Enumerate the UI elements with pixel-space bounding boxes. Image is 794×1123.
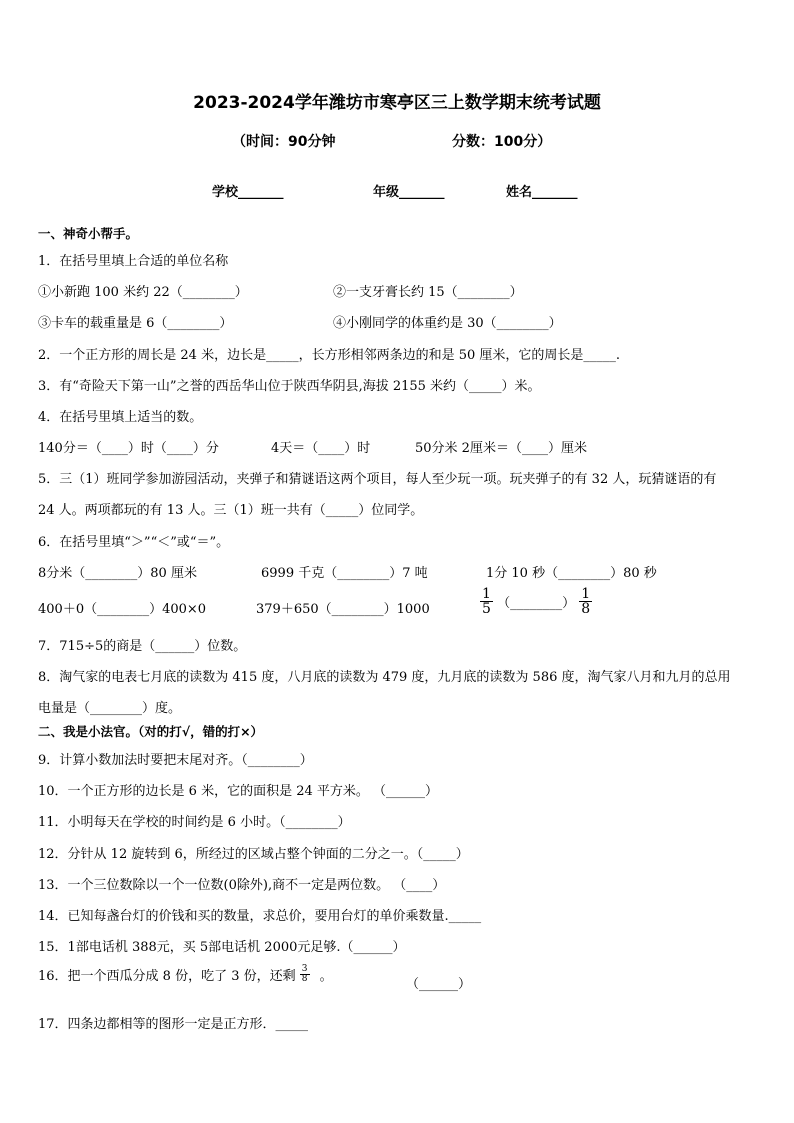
q11[interactable]: 11．小明每天在学校的时间约是 6 小时。（________） — [38, 815, 351, 830]
q6-stem: 6．在括号里填“＞”“＜”或“＝”。 — [38, 535, 230, 550]
fraction-numerator: 1 — [581, 586, 591, 602]
q16-tail: 。 — [319, 969, 333, 984]
q6-c[interactable]: 1分 10 秒（________）80 秒 — [486, 566, 657, 581]
q1-stem: 1．在括号里填上合适的单位名称 — [38, 254, 229, 269]
name-field[interactable]: 姓名_______ — [506, 185, 578, 200]
q2[interactable]: 2．一个正方形的周长是 24 米，边长是_____，长方形相邻两条边的和是 50 厘米，它的周长是_____. — [38, 348, 621, 363]
grade-field[interactable]: 年级_______ — [373, 185, 445, 200]
page-title: 2023-2024学年潍坊市寒亭区三上数学期末统考试题 — [193, 93, 601, 113]
q5-line1: 5．三（1）班同学参加游园活动，夹弹子和猜谜语这两个项目，每人至少玩一项。玩夹弹子的有 32 人，玩猜谜语的有 — [38, 472, 717, 487]
fraction-three-eighths — [300, 965, 310, 984]
fraction-denominator: 8 — [581, 601, 591, 617]
fraction-one-eighth — [579, 587, 592, 616]
fraction-one-fifth — [480, 587, 493, 616]
q6-d[interactable]: 400＋0（________）400×0 — [38, 602, 207, 617]
section1-heading: 一、神奇小帮手。 — [38, 226, 139, 241]
fraction-numerator: 3 — [301, 964, 308, 974]
q4-a[interactable]: 140分＝（____）时（____）分 — [38, 441, 219, 456]
fraction-denominator: 8 — [301, 974, 308, 984]
fraction-numerator: 1 — [482, 586, 491, 602]
q6-f-blank[interactable]: （________） — [497, 596, 576, 611]
q1-c[interactable]: ③卡车的载重量是 6（________） — [38, 316, 233, 331]
q4-c[interactable]: 50分米 2厘米＝（____）厘米 — [415, 441, 587, 456]
fraction-denominator: 5 — [482, 601, 491, 617]
q1-b[interactable]: ②一支牙膏长约 15（________） — [333, 285, 523, 300]
q16-blank[interactable]: （______） — [406, 977, 472, 992]
q16-text: 16．把一个西瓜分成 8 份，吃了 3 份，还剩 — [38, 969, 296, 984]
q1-a[interactable]: ①小新跑 100 米约 22（________） — [38, 285, 248, 300]
q6-f[interactable] — [480, 587, 592, 616]
q15[interactable]: 15．1部电话机 388元，买 5部电话机 2000元足够.（______） — [38, 940, 406, 955]
q17[interactable]: 17．四条边都相等的图形一定是正方形．_____ — [38, 1017, 309, 1032]
q12[interactable]: 12．分针从 12 旋转到 6，所经过的区域占整个钟面的二分之一。（_____） — [38, 847, 469, 862]
q3[interactable]: 3．有“奇险天下第一山”之誉的西岳华山位于陕西华阴县,海拔 2155 米约（_____）米。 — [38, 379, 541, 394]
q4-stem: 4．在括号里填上适当的数。 — [38, 410, 203, 425]
q9[interactable]: 9．计算小数加法时要把末尾对齐。（________） — [38, 753, 313, 768]
q6-b[interactable]: 6999 千克（________）7 吨 — [261, 566, 428, 581]
total-score: 分数：100分） — [452, 134, 552, 150]
q10[interactable]: 10．一个正方形的边长是 6 米，它的面积是 24 平方米。 （______） — [38, 784, 439, 799]
q8-line1: 8．淘气家的电表七月底的读数为 415 度，八月底的读数为 479 度，九月底的读数为 586 度，淘气家八月和九月的总用 — [38, 670, 731, 685]
q13[interactable]: 13．一个三位数除以一个一位数(0除外),商不一定是两位数。 （____） — [38, 878, 446, 893]
q16 — [38, 965, 333, 984]
q6-a[interactable]: 8分米（________）80 厘米 — [38, 566, 197, 581]
q6-e[interactable]: 379＋650（________）1000 — [256, 602, 430, 617]
time-limit: （时间：90分钟 — [232, 134, 336, 150]
q5-line2[interactable]: 24 人。两项都玩的有 13 人。三（1）班一共有（_____）位同学。 — [38, 503, 424, 518]
section2-heading: 二、我是小法官。（对的打√，错的打×） — [38, 724, 264, 739]
q1-d[interactable]: ④小刚同学的体重约是 30（________） — [333, 316, 562, 331]
q4-b[interactable]: 4天＝（____）时 — [271, 441, 371, 456]
q14[interactable]: 14．已知每盏台灯的价钱和买的数量，求总价，要用台灯的单价乘数量._____ — [38, 909, 482, 924]
school-field[interactable]: 学校_______ — [212, 185, 284, 200]
q8-line2[interactable]: 电量是（________）度。 — [38, 701, 182, 716]
q7[interactable]: 7．715÷5的商是（______）位数。 — [38, 639, 247, 654]
